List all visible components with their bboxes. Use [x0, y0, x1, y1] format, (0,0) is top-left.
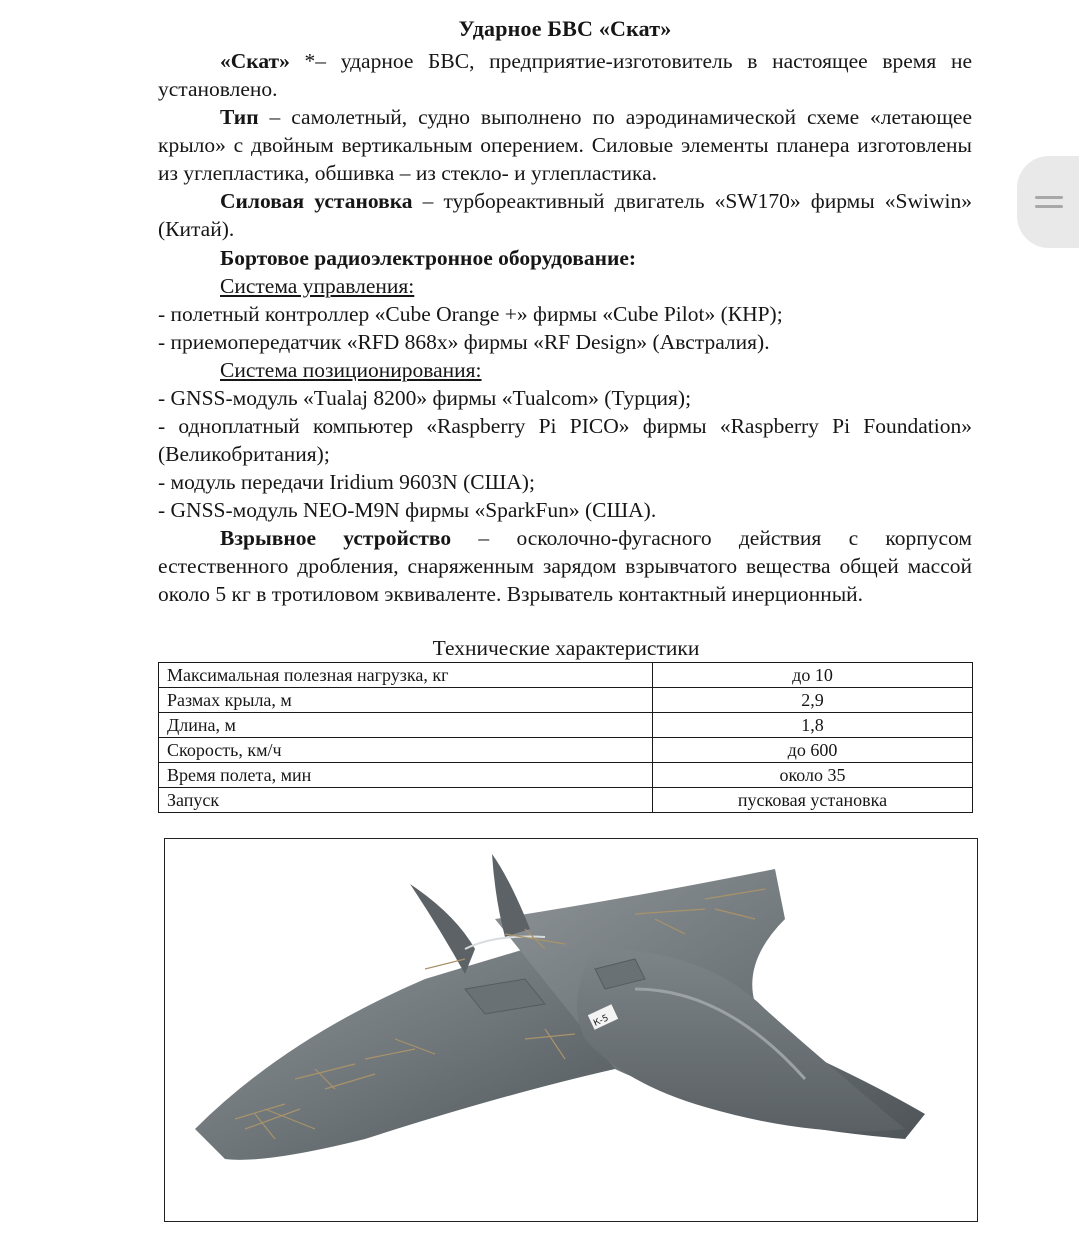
table-row [159, 788, 973, 813]
drone-illustration [165, 839, 979, 1223]
spec-key: Время полета, мин [159, 763, 653, 788]
table-row [159, 688, 973, 713]
spec-key: Размах крыла, м [159, 688, 653, 713]
table-row [159, 763, 973, 788]
power-bold: Силовая установка [220, 189, 413, 213]
spec-key: Длина, м [159, 713, 653, 738]
document-title: Ударное БВС «Скат» [458, 16, 672, 41]
table-caption: Технические характеристики [432, 636, 700, 660]
control-item: - полетный контроллер «Cube Orange +» фирмы «Cube Pilot» (КНР); [158, 302, 783, 326]
spec-value: пусковая установка [653, 788, 973, 813]
intro-text: *– ударное БВС, предприятие-изготовитель в настоящее время не установлено. [158, 49, 972, 101]
spec-key: Максимальная полезная нагрузка, кг [159, 663, 653, 688]
spec-value: 1,8 [653, 713, 973, 738]
table-row [159, 713, 973, 738]
spec-value: около 35 [653, 763, 973, 788]
spec-value: 2,9 [653, 688, 973, 713]
power-text: – турбореактивный двигатель «SW170» фирмы «Swiwin» (Китай). [158, 189, 972, 241]
marking-text: К-5 [592, 1013, 611, 1029]
right-fin [492, 854, 530, 937]
table-row [159, 738, 973, 763]
position-item: - GNSS-модуль «Tualaj 8200» фирмы «Tualcom» (Турция); [158, 386, 692, 410]
warhead-text: – осколочно-фугасного действия с корпусом естественного дробления, снаряженным зарядом взрывчатого вещества общей массой около 5 кг в тротиловом эквиваленте. Взрыватель контактный инерционный. [158, 526, 972, 606]
spec-value: до 600 [653, 738, 973, 763]
spec-key: Запуск [159, 788, 653, 813]
type-text: – самолетный, судно выполнено по аэродинамической схеме «летающее крыло» с двойным вертикальным оперением. Силовые элементы планера изготовлены из углепластика, обшивка – из стекло- и углепластика. [158, 105, 972, 185]
intro-bold: «Скат» [220, 49, 290, 73]
warhead-paragraph [158, 524, 972, 608]
type-bold: Тип [220, 105, 259, 129]
spec-key: Скорость, км/ч [159, 738, 653, 763]
position-heading: Система позиционирования: [220, 358, 482, 382]
table-row [159, 663, 973, 688]
scroll-handle[interactable] [1017, 156, 1079, 248]
type-paragraph [158, 103, 972, 187]
spec-value: до 10 [653, 663, 973, 688]
avionics-heading: Бортовое радиоэлектронное оборудование: [220, 246, 637, 270]
specs-table [158, 662, 973, 813]
intro-paragraph [158, 47, 972, 103]
position-item: - модуль передачи Iridium 9603N (США); [158, 470, 535, 494]
left-fin [410, 884, 475, 974]
drone-photo [164, 838, 978, 1222]
control-heading: Система управления: [220, 274, 415, 298]
position-item: - GNSS-модуль NEO-M9N фирмы «SparkFun» (США). [158, 498, 657, 522]
position-item: - одноплатный компьютер «Raspberry Pi PICO» фирмы «Raspberry Pi Foundation» (Великобритания); [158, 414, 972, 466]
warhead-bold: Взрывное устройство [220, 526, 452, 550]
control-item: - приемопередатчик «RFD 868x» фирмы «RF Design» (Австралия). [158, 330, 770, 354]
power-paragraph [158, 187, 972, 243]
drag-handle-icon [1035, 196, 1063, 214]
